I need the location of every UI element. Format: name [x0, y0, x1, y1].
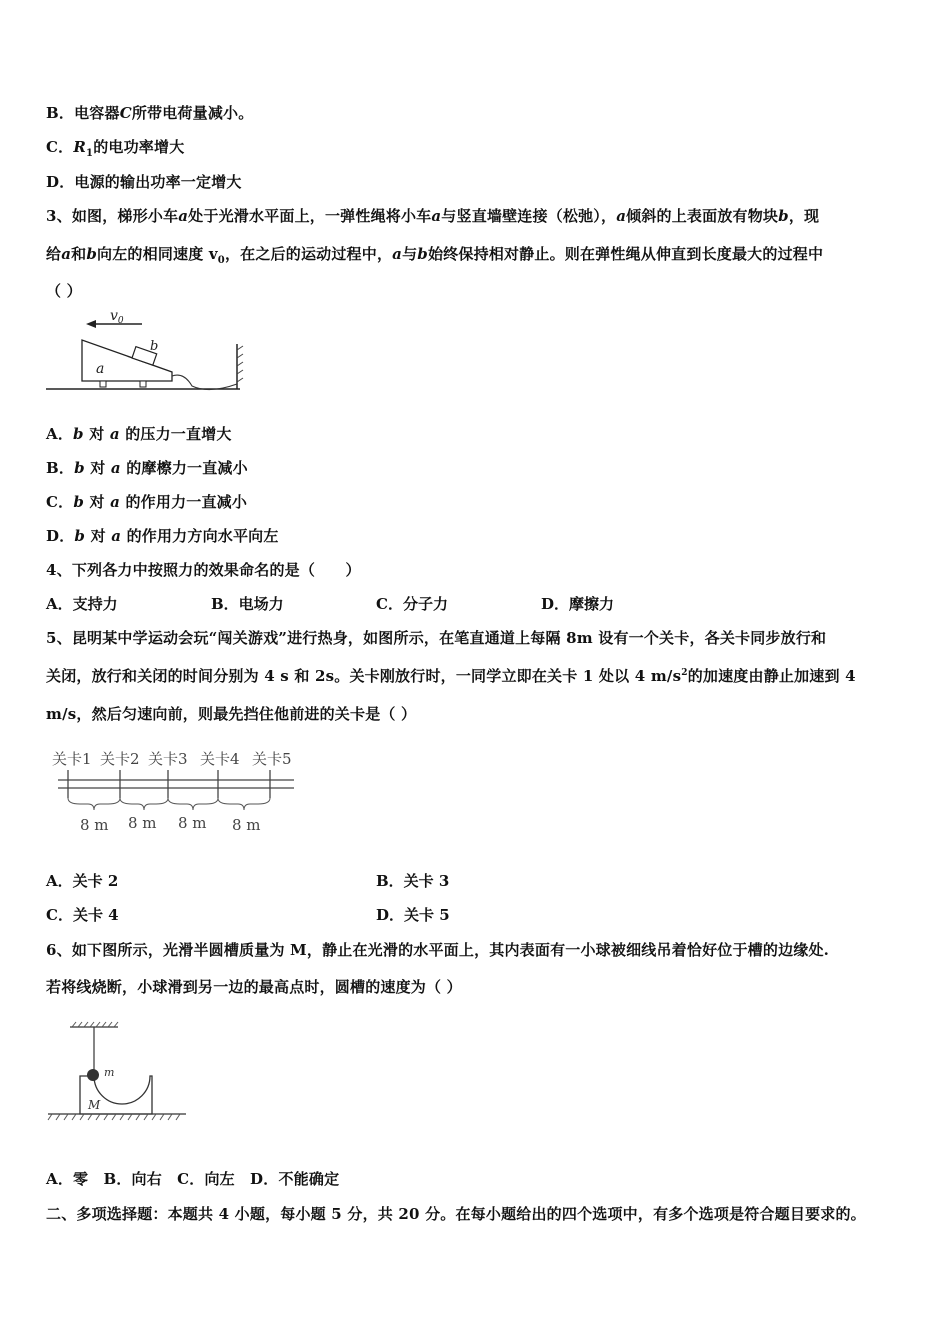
- floor-hatch: [48, 1114, 180, 1120]
- gate-label-2: 关卡2: [100, 750, 140, 768]
- q3-option-b: B．b 对 a 的摩檫力一直减小: [46, 459, 248, 477]
- elastic-rope: [172, 375, 237, 389]
- wheel-left: [100, 381, 106, 387]
- distance-label-3: 8 m: [178, 814, 207, 832]
- gate-label-3: 关卡3: [148, 750, 188, 768]
- wheel-right: [140, 381, 146, 387]
- ball: [87, 1069, 99, 1081]
- section2-heading: 二、多项选择题：本题共 4 小题，每小题 5 分，共 20 分。在每小题给出的四个选项中，有多个选项是符合题目要求的。: [46, 1205, 866, 1223]
- distance-label-2: 8 m: [128, 814, 157, 832]
- q5-stem-line2: 关闭，放行和关闭的时间分别为 4 s 和 2s。关卡刚放行时，一同学立即在关卡 1 处以 4 $m/s^2$的加速度由静止加速到 4: [46, 667, 856, 685]
- distance-label-1: 8 m: [80, 816, 109, 834]
- q6-figure-groove: [44, 1018, 190, 1124]
- distance-label-4: 8 m: [232, 816, 261, 834]
- q5-stem-line1: 5、昆明某中学运动会玩“闯关游戏”进行热身，如图所示，在笔直通道上每隔 8m 设有一个关卡，各关卡同步放行和: [46, 629, 827, 647]
- q5-option-b: B．关卡 3: [376, 872, 450, 890]
- groove-label: M: [88, 1098, 101, 1112]
- wall-hatch: [237, 346, 243, 382]
- q4-option-c: C．分子力: [376, 595, 448, 613]
- q5-option-a: A．关卡 2: [46, 872, 119, 890]
- q5-option-c: C．关卡 4: [46, 906, 119, 924]
- q2-option-d: D．电源的输出功率一定增大: [46, 173, 242, 191]
- q3-figure-cart: [44, 306, 244, 400]
- q6-stem-line1: 6、如下图所示，光滑半圆槽质量为 M，静止在光滑的水平面上，其内表面有一小球被细线吊着恰好位于槽的边缘处.: [46, 941, 830, 959]
- distance-braces: [68, 798, 270, 810]
- q3-option-d: D．b 对 a 的作用力方向水平向左: [46, 527, 279, 545]
- q2-option-b: B．电容器C所带电荷量减小。: [46, 104, 254, 122]
- q3-stem-line3: （ ）: [46, 282, 82, 300]
- q6-stem-line2: 若将线烧断，小球滑到另一边的最高点时，圆槽的速度为（ ）: [46, 978, 462, 996]
- gate-label-5: 关卡5: [252, 750, 292, 768]
- gate-label-4: 关卡4: [200, 750, 240, 768]
- q3-stem-line1: 3、如图，梯形小车a处于光滑水平面上，一弹性绳将小车a与竖直墙壁连接（松弛），a倾斜的上表面放有物块b，现: [46, 207, 820, 225]
- q2-option-c: C．$R_1$的电功率增大: [46, 138, 185, 159]
- q4-option-d: D．摩擦力: [541, 595, 615, 613]
- cart-label: a: [96, 361, 105, 377]
- q4-option-a: A．支持力: [46, 595, 118, 613]
- block-label: b: [150, 339, 159, 354]
- q3-stem-line2: 给a和b向左的相同速度 $v_0$，在之后的运动过程中，a与b始终保持相对静止。则在弹性绳从伸直到长度最大的过程中: [46, 245, 824, 266]
- q5-option-d: D．关卡 5: [376, 906, 450, 924]
- gate-label-1: 关卡1: [52, 750, 92, 768]
- q6-options: A．零 B．向右 C．向左 D．不能确定: [46, 1170, 340, 1188]
- q4-stem: 4、下列各力中按照力的效果命名的是（ ）: [46, 561, 361, 579]
- q5-figure-gates: [44, 744, 300, 836]
- q5-stem-line3: m/s，然后匀速向前，则最先挡住他前进的关卡是（ ）: [46, 705, 417, 723]
- q4-option-b: B．电场力: [211, 595, 284, 613]
- velocity-label: $v_0$: [110, 308, 124, 326]
- q3-option-c: C．b 对 a 的作用力一直减小: [46, 493, 248, 511]
- q3-option-a: A．b 对 a 的压力一直增大: [46, 425, 232, 443]
- ball-label: m: [104, 1066, 115, 1079]
- ceiling-hatch: [72, 1022, 118, 1027]
- velocity-arrowhead: [86, 320, 96, 328]
